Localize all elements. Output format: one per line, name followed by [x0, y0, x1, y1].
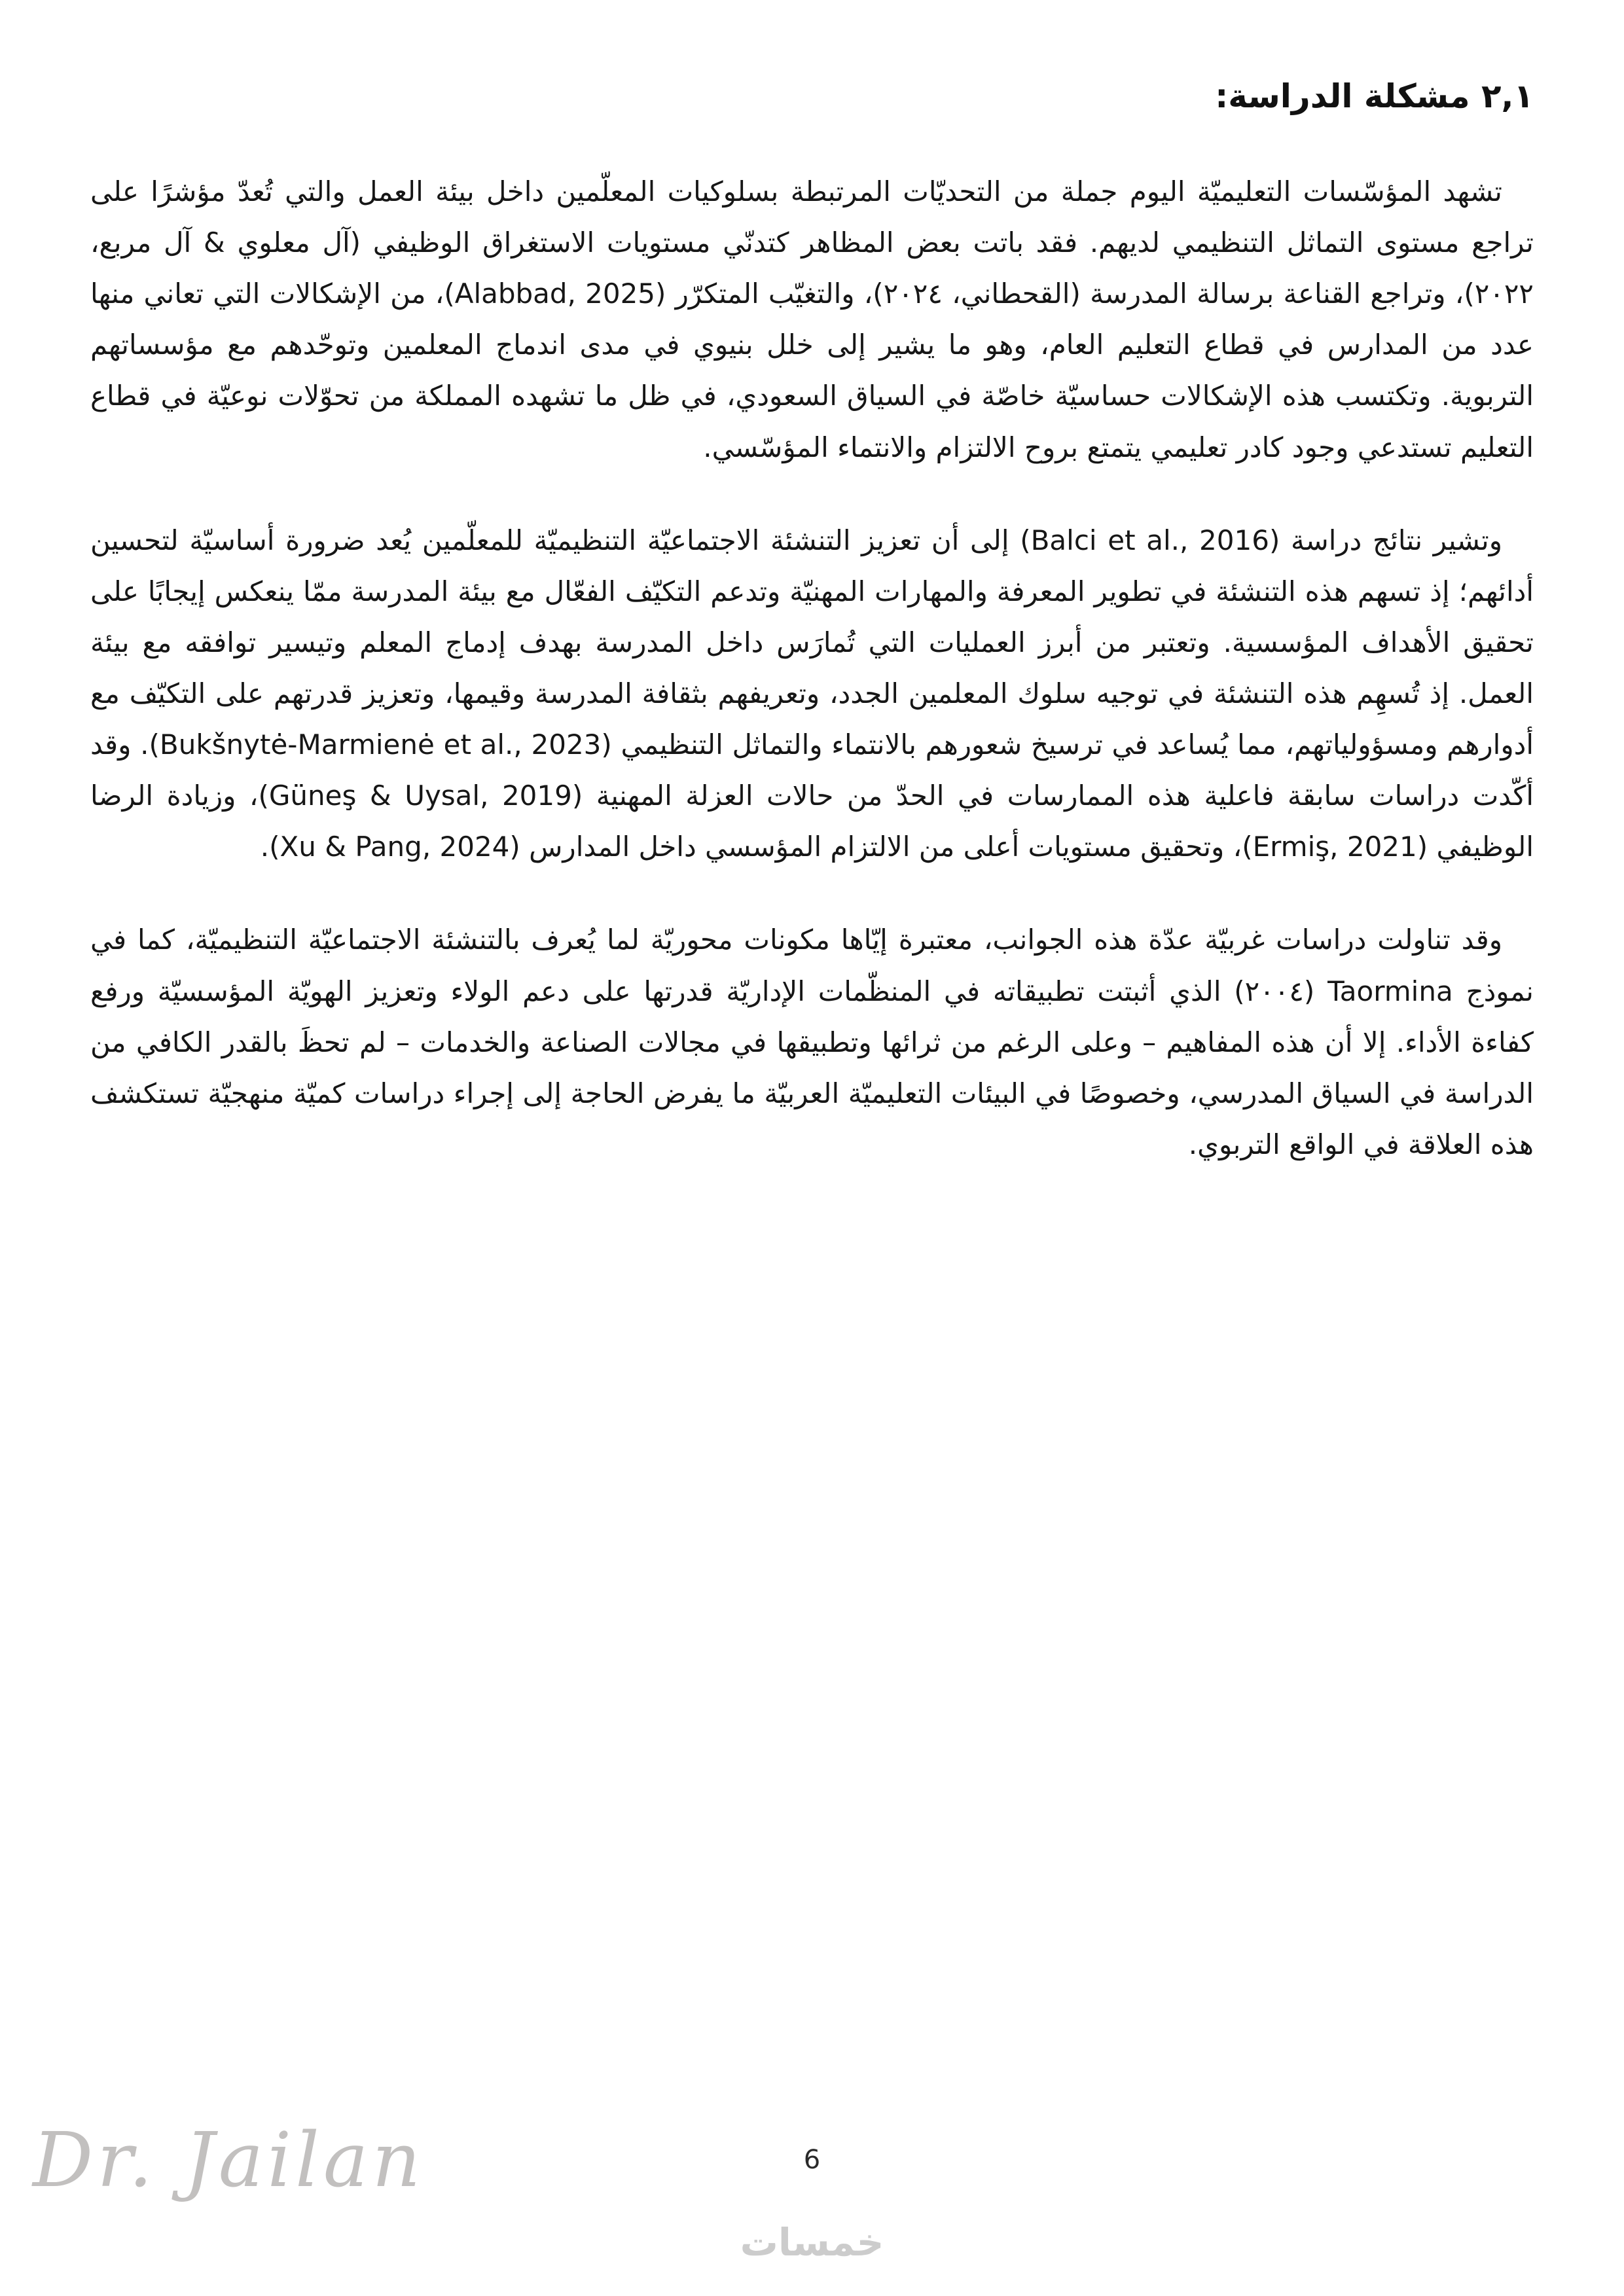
section-heading: ٢,١ مشكلة الدراسة: [1215, 77, 1534, 115]
page-content [90, 77, 1534, 1212]
paragraph-study-problem-intro: تشهد المؤسّسات التعليميّة اليوم جملة من التحديّات المرتبطة بسلوكيات المعلّمين داخل بيئة العمل والتي تُعدّ مؤشرًا على تراجع مستوى التماثل التنظيمي لديهم. فقد باتت بعض المظاهر كتدنّي مستويات الاستغراق الوظيفي (آل معلوي & آل مربع، ٢٠٢٢)، وتراجع القناعة برسالة المدرسة (القحطاني، ٢٠٢٤)، والتغيّب المتكرّر (Alabbad, 2025)، من الإشكالات التي تعاني منها عدد من المدارس في قطاع التعليم العام، وهو ما يشير إلى خلل بنيوي في مدى اندماج المعلمين وتوحّدهم مع مؤسساتهم التربوية. وتكتسب هذه الإشكالات حساسيّة خاصّة في السياق السعودي، في ظل ما تشهده المملكة من تحوّلات نوعيّة في قطاع التعليم تستدعي وجود كادر تعليمي يتمتع بروح الالتزام والانتماء المؤسّسي. [90, 175, 1534, 463]
page-number: 6 [803, 2145, 821, 2175]
paragraph-western-studies: وقد تناولت دراسات غربيّة عدّة هذه الجوانب، معتبرة إيّاها مكونات محوريّة لما يُعرف بالتنشئة الاجتماعيّة التنظيميّة، كما في نموذج Taormina (٢٠٠٤) الذي أثبتت تطبيقاته في المنظّمات الإداريّة قدرتها على دعم الولاء وتعزيز الهويّة المؤسسيّة ورفع كفاءة الأداء. إلا أن هذه المفاهيم – وعلى الرغم من ثرائها وتطبيقها في مجالات الصناعة والخدمات – لم تحظَ بالقدر الكافي من الدراسة في السياق المدرسي، وخصوصًا في البيئات التعليميّة العربيّة ما يفرض الحاجة إلى إجراء دراسات كميّة منهجيّة تستكشف هذه العلاقة في الواقع التربوي. [90, 924, 1534, 1160]
signature-watermark: Dr. Jailan [33, 2117, 425, 2204]
paragraph-socialization-benefits: وتشير نتائج دراسة (Balci et al., 2016) إلى أن تعزيز التنشئة الاجتماعيّة التنظيميّة للمعلّمين يُعد ضرورة أساسيّة لتحسين أدائهم؛ إذ تسهم هذه التنشئة في تطوير المعرفة والمهارات المهنيّة وتدعم التكيّف الفعّال مع بيئة المدرسة ممّا ينعكس إيجابًا على تحقيق الأهداف المؤسسية. وتعتبر من أبرز العمليات التي تُمارَس داخل المدرسة بهدف إدماج المعلم وتيسير توافقه مع بيئة العمل. إذ تُسهِم هذه التنشئة في توجيه سلوك المعلمين الجدد، وتعريفهم بثقافة المدرسة وقيمها، وتعزيز قدرتهم على التكيّف مع أدوارهم ومسؤولياتهم، مما يُساعد في ترسيخ شعورهم بالانتماء والتماثل التنظيمي (Bukšnytė-Marmienė et al., 2023). وقد أكّدت دراسات سابقة فاعلية هذه الممارسات في الحدّ من حالات العزلة المهنية (Güneş & Uysal, 2019)، وزيادة الرضا الوظيفي (Ermiş, 2021)، وتحقيق مستويات أعلى من الالتزام المؤسسي داخل المدارس (Xu & Pang, 2024). [90, 524, 1534, 863]
brand-watermark: خمسات [740, 2220, 884, 2265]
